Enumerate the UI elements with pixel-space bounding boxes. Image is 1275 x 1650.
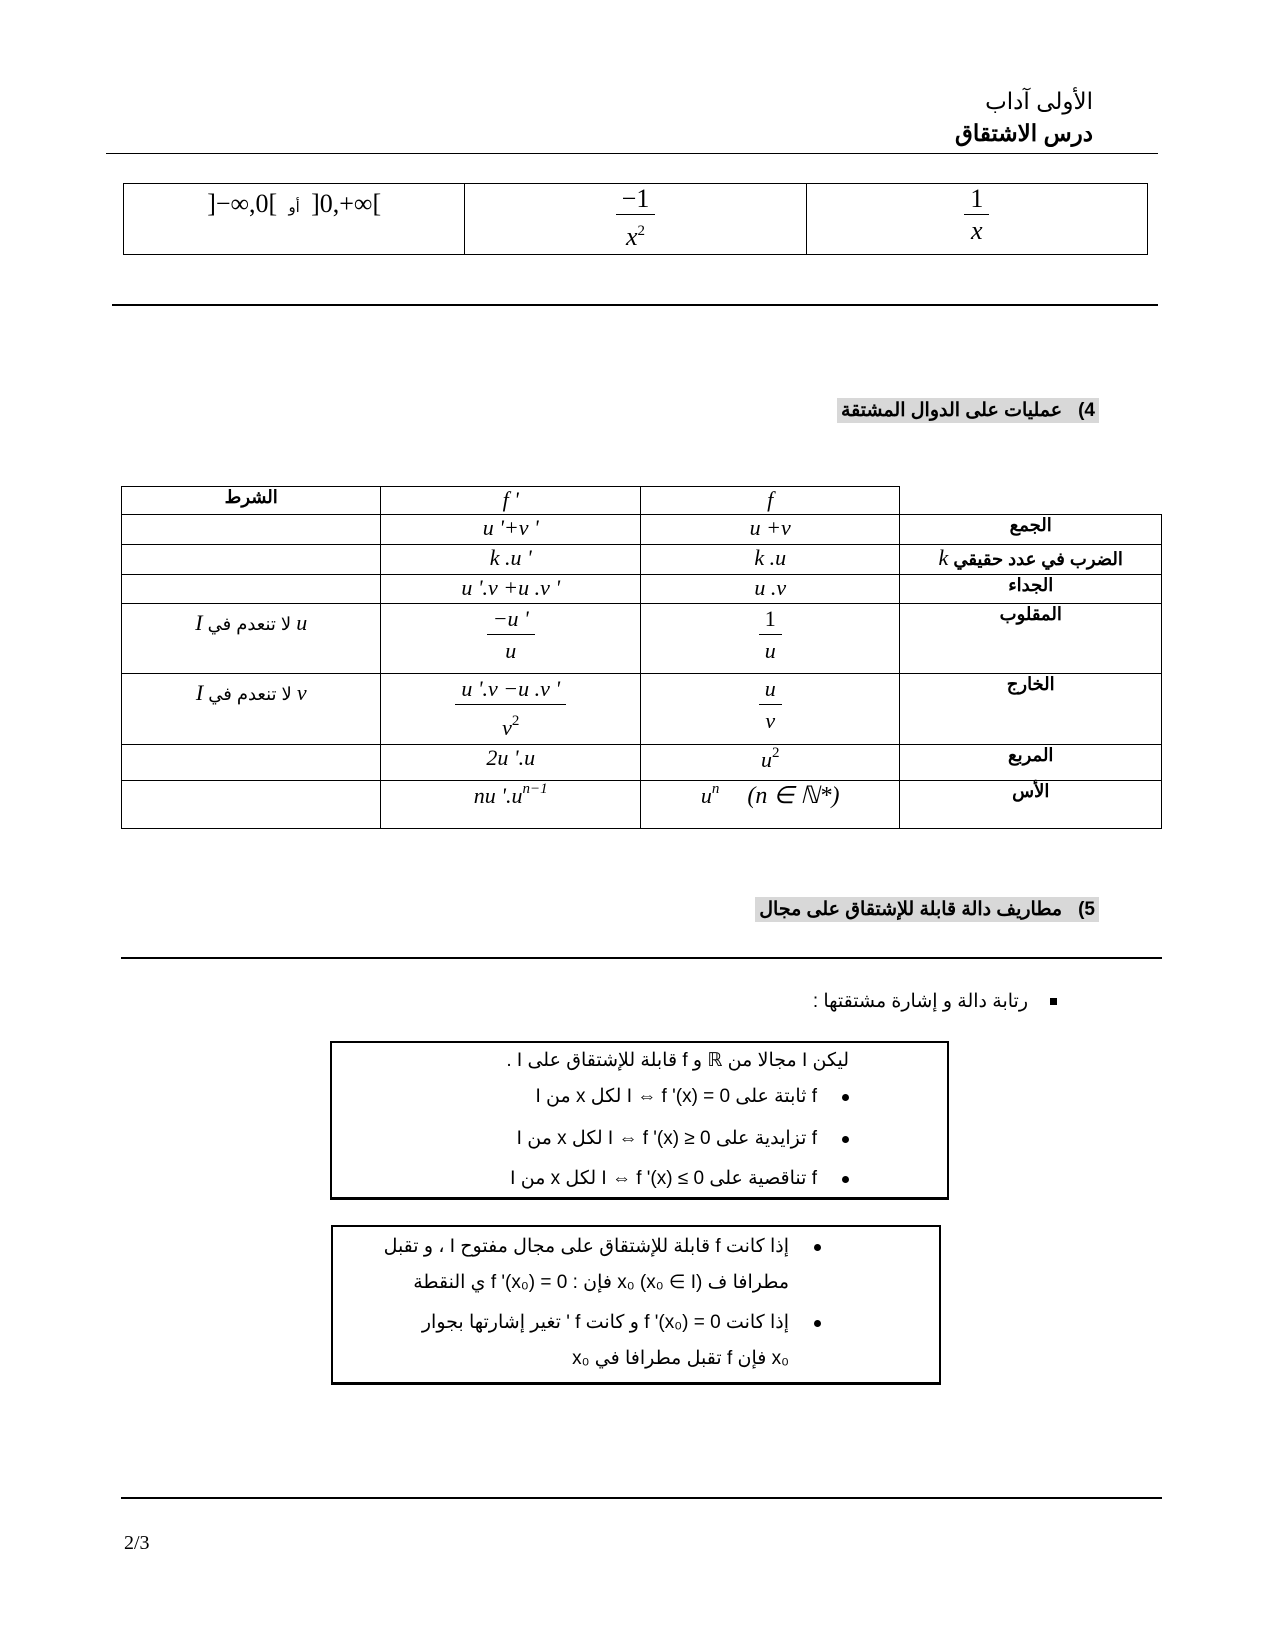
fp-fraction: $\frac{u '.v -u .v '}{v^2}$ (455, 674, 566, 744)
domain-cell (124, 184, 465, 255)
row-label: المقلوب (900, 604, 1162, 674)
row-label-text: الضرب في عدد حقيقي (953, 549, 1123, 569)
f-numerator: 1 (964, 184, 989, 215)
derivative-table-fragment (123, 183, 1148, 255)
box1-item: f ثابتة على I ⇔ f '(x) = 0 لكل x من I (536, 1085, 818, 1108)
f-cell (640, 604, 899, 674)
f-fraction: $\frac{u}{v}$ (759, 674, 782, 737)
fp-cell: u '+v ' (381, 515, 640, 545)
bullet-dot-icon (842, 1176, 849, 1183)
bullet-dot-icon (814, 1320, 821, 1327)
table-row (122, 515, 1162, 545)
f-fraction: $\frac{1}{u}$ (759, 604, 782, 667)
f-prime-exponent: 2 (637, 223, 646, 239)
row-label: الجمع (900, 515, 1162, 545)
row-label (900, 545, 1162, 575)
cond-cell (122, 745, 381, 781)
box1-item: f تناقصية على I ⇔ f '(x) ≤ 0 لكل x من I (510, 1167, 817, 1190)
section-divider (112, 304, 1158, 306)
box2-item2-line2: x₀ فإن f تقبل مطرافا في x₀ (572, 1348, 789, 1369)
box1-item: f تزايدية على I ⇔ f '(x) ≥ 0 لكل x من I (517, 1127, 817, 1150)
table-row (122, 604, 1162, 674)
bullet-text: رتابة دالة و إشارة مشتقتها : (812, 991, 1028, 1012)
cond-cell (122, 515, 381, 545)
box2-item2-line1: إذا كانت f '(x₀) = 0 و كانت f ' تغير إشارتها بجوار (422, 1311, 789, 1334)
header-condition: الشرط (122, 487, 381, 515)
square-bullet-icon (1050, 998, 1057, 1005)
table-header-row (122, 487, 1162, 515)
f-denominator: x (971, 216, 983, 245)
fp-cell (381, 674, 640, 745)
header-f-prime: f ' (381, 487, 640, 515)
fp-cell (381, 604, 640, 674)
domain-or: أو (288, 199, 300, 216)
lesson-title: درس الاشتقاق (954, 120, 1093, 146)
section-4-heading (837, 398, 1099, 423)
table-row (122, 545, 1162, 575)
cond-cell (122, 545, 381, 575)
f-cell: u .v (640, 575, 899, 604)
row-label-var: k (938, 545, 949, 570)
fp-cell: nu '$.u^{n-1}$ (381, 781, 640, 829)
row-label: الجداء (900, 575, 1162, 604)
fp-cell: u '.v +u .v ' (381, 575, 640, 604)
header-divider (106, 153, 1158, 154)
f-cell (640, 674, 899, 745)
row-label: الخارج (900, 674, 1162, 745)
f-cell: u +v (640, 515, 899, 545)
table-row (122, 674, 1162, 745)
table-row (122, 781, 1162, 829)
section-divider (121, 957, 1162, 959)
table-row (122, 745, 1162, 781)
cond-cell: u لا تنعدم في I (122, 604, 381, 674)
bullet-dot-icon (814, 1244, 821, 1251)
header-empty (900, 487, 1162, 515)
fp-fraction: $\frac{-u '}{u}$ (487, 604, 535, 667)
cond-cell: v لا تنعدم في I (122, 674, 381, 745)
box2-item1-line2: مطرافا ف x₀ (x₀ ∈ I) فإن : f '(x₀) = 0 ي النقطة (413, 1272, 789, 1293)
f-cell (806, 184, 1147, 255)
fp-cell: k .u ' (381, 545, 640, 575)
header-f: f (640, 487, 899, 515)
row-label: الأس (900, 781, 1162, 829)
monotonicity-bullet (813, 990, 1057, 1013)
bullet-dot-icon (842, 1136, 849, 1143)
section-4-title: عمليات على الدوال المشتقة (840, 400, 1063, 421)
f-fraction (964, 184, 989, 247)
footer-divider (121, 1497, 1162, 1499)
f-cell: $u^n$ (n ∈ ℕ*) (640, 781, 899, 829)
f-prime-denominator: x (625, 222, 638, 251)
page-number: 2/3 (124, 1532, 150, 1554)
f-cell: $u^2$ (640, 745, 899, 781)
fp-cell: 2u '.u (381, 745, 640, 781)
extremum-theorem-box (331, 1225, 941, 1385)
table-row (124, 184, 1148, 255)
table-row (122, 575, 1162, 604)
f-prime-numerator: −1 (616, 184, 656, 215)
monotonicity-theorem-box (330, 1041, 949, 1200)
domain-part2: ]0,+∞[ (311, 189, 382, 218)
section-5-number: 5) (1078, 899, 1095, 920)
box1-intro: ليكن I مجالا من ℝ و f قابلة للإشتقاق على I . (506, 1050, 849, 1071)
domain-part1: ]−∞,0[ (207, 189, 278, 218)
cond-cell (122, 575, 381, 604)
bullet-dot-icon (842, 1094, 849, 1101)
section-5-heading (755, 897, 1099, 922)
section-5-title: مطاريف دالة قابلة للإشتقاق على مجال (759, 899, 1063, 920)
f-prime-fraction (616, 184, 656, 253)
section-4-number: 4) (1078, 400, 1095, 421)
f-cell: k .u (640, 545, 899, 575)
row-label: المربع (900, 745, 1162, 781)
box2-item1-line1: إذا كانت f قابلة للإشتقاق على مجال مفتوح I ، و تقبل (384, 1235, 789, 1258)
class-label: الأولى آداب (985, 88, 1093, 114)
cond-cell (122, 781, 381, 829)
operations-table (121, 486, 1162, 829)
f-prime-cell (465, 184, 806, 255)
